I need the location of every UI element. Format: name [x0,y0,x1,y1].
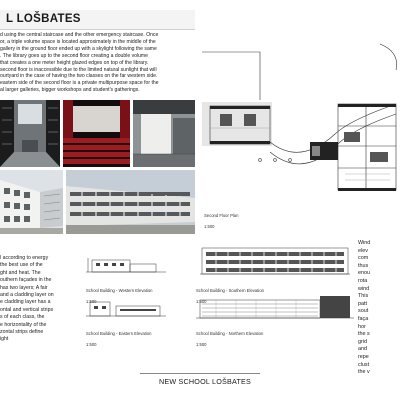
intro-line: al larger galleries, bigger workshops and student's gatherings. [0,87,140,94]
plan-caption [204,207,238,235]
atrium-render [0,100,60,167]
caption-title: School Building - Eastern Elevation [86,330,152,336]
right-line: Wind [358,240,371,246]
intro-line: gallery in the ground floor ended up with a skylight following the same [0,45,157,52]
right-text-column [358,240,400,377]
right-line: and [358,346,367,353]
right-line: wind [358,285,370,292]
caption-scale: 1:500 [196,298,207,304]
intro-line: eastern side of the second floor is a private multipurpose space for the [0,80,159,87]
right-line: the s [358,331,370,338]
right-line: patt [358,300,367,307]
intro-line: that creates a one meter height glazed edges on top of the library. [0,59,149,66]
right-line: elev [358,247,368,254]
right-line: com [358,255,369,262]
southern-elevation-drawing [200,244,350,276]
right-line: thus [358,262,369,269]
right-line: clust [358,361,370,368]
intro-paragraph [0,32,196,94]
footer-divider [140,373,260,374]
para-line: the best use of the [0,262,43,269]
auditorium-render [63,100,130,167]
caption-scale: 1:500 [86,298,97,304]
eastern-elevation-caption [86,325,151,353]
caption-title: School Building - Southern Elevation [196,287,264,293]
intro-line: second floor is inaccessible due to the limited natural sunlight that will [0,66,157,73]
exterior-render-west [0,170,63,234]
right-line: This [358,293,369,300]
para-line: ight [0,336,9,343]
right-line: enou [358,270,370,277]
right-line: repe [358,353,369,360]
para-line: ontal and vertical strips [0,306,54,313]
para-line: ght and heat. The [0,269,41,276]
caption-title: School Building - Northern Elevation [196,330,264,336]
para-line: has two layers; A fair [0,284,48,291]
para-line: e horizontality of the [0,321,47,328]
interior-render [133,100,195,167]
facade-paragraph [0,255,80,344]
right-line: rota [358,277,368,284]
exterior-render-south [66,170,195,234]
caption-scale: 1:500 [86,341,97,347]
caption-title: School Building - Western Elevation [86,287,153,293]
intro-line: d using the central staircase and the other emergency staircase. Once [0,32,159,38]
northern-elevation-drawing [196,294,354,320]
intro-line: . The library goes up to the second floor creating a double volume [0,52,148,59]
para-line: zontal strips define [0,329,44,336]
right-line: sout [358,308,369,315]
intro-line: or, a triple volume space is located approximately in the middle of the [0,38,156,45]
right-line: hor [358,323,366,330]
right-line: the v [358,369,370,376]
caption-scale: 1:500 [196,341,207,347]
para-line: e cladding layer has a [0,299,51,306]
second-floor-plan [200,42,400,220]
para-line: and a cladding layer on [0,292,54,299]
footer-title: NEW SCHOOL LOŠBATES [158,377,252,386]
para-line: s of each class, the [0,314,45,321]
western-elevation-drawing [86,254,166,274]
right-line: grid [358,338,367,345]
northern-elevation-caption [196,325,263,353]
eastern-elevation-drawing [86,296,166,318]
plan-caption-scale: 1:500 [204,223,215,229]
right-line: faça [358,315,369,322]
para-line: l according to energy [0,255,49,261]
intro-line: ourtyard in the case of having the two classes on the far western side. [0,73,158,80]
para-line: outhern façades in the [0,277,52,284]
page-title: L LOŠBATES [6,13,81,25]
plan-caption-title: Second Floor Plan [204,212,239,218]
